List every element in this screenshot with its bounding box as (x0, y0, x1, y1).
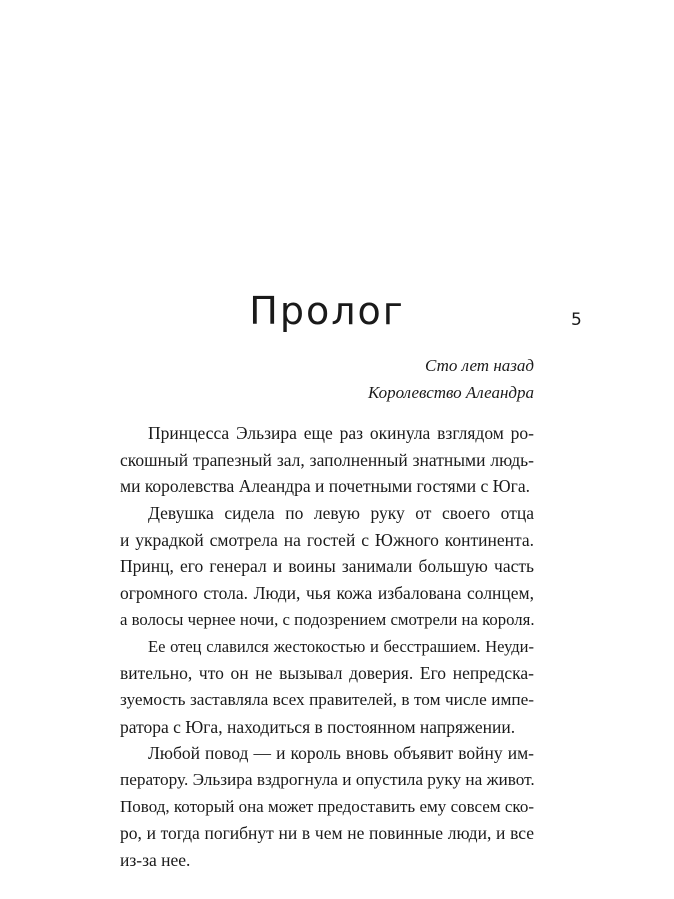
text-line: огромного стола. Люди, чья кожа избалована солнцем, (120, 583, 534, 604)
text-line: Принц, его генерал и воины занимали большую часть (120, 556, 534, 577)
epigraph-place: Королевство Алеандра (367, 383, 534, 402)
epigraph-time: Сто лет назад (425, 356, 534, 375)
text-line: Ее отец славился жестокостью и бесстрашием. Неуди- (148, 636, 534, 656)
text-line: зуемость заставляла всех правителей, в том числе импе- (120, 689, 534, 709)
page-number: 5 (571, 310, 582, 330)
text-line: ператору. Эльзира вздрогнула и опустила руку на живот. (120, 769, 535, 789)
text-line: ми королевства Алеандра и почетными гостями с Юга. (120, 476, 530, 497)
epigraph (120, 352, 534, 406)
text-line: а волосы чернее ночи, с подозрением смотрели на короля. (120, 609, 535, 629)
text-line: Повод, который она может предоставить ему совсем ско- (120, 796, 534, 816)
chapter-title: Пролог (249, 289, 405, 333)
body-text (120, 420, 534, 874)
text-line: ратора с Юга, находиться в постоянном напряжении. (120, 716, 516, 737)
text-line: скошный трапезный зал, заполненный знатными людь- (120, 449, 534, 470)
text-line: Девушка сидела по левую руку от своего отца (148, 503, 534, 524)
text-line: Принцесса Эльзира еще раз окинула взглядом ро- (148, 423, 534, 443)
text-line: и украдкой смотрела на гостей с Южного континента. (120, 529, 534, 550)
text-line: ро, и тогда погибнут ни в чем не повинные люди, и все (120, 823, 534, 844)
text-line: из-за нее. (120, 850, 191, 870)
text-line: Любой повод — и король вновь объявит войну им- (148, 743, 534, 764)
text-line: вительно, что он не вызывал доверия. Его непредска- (120, 663, 534, 684)
